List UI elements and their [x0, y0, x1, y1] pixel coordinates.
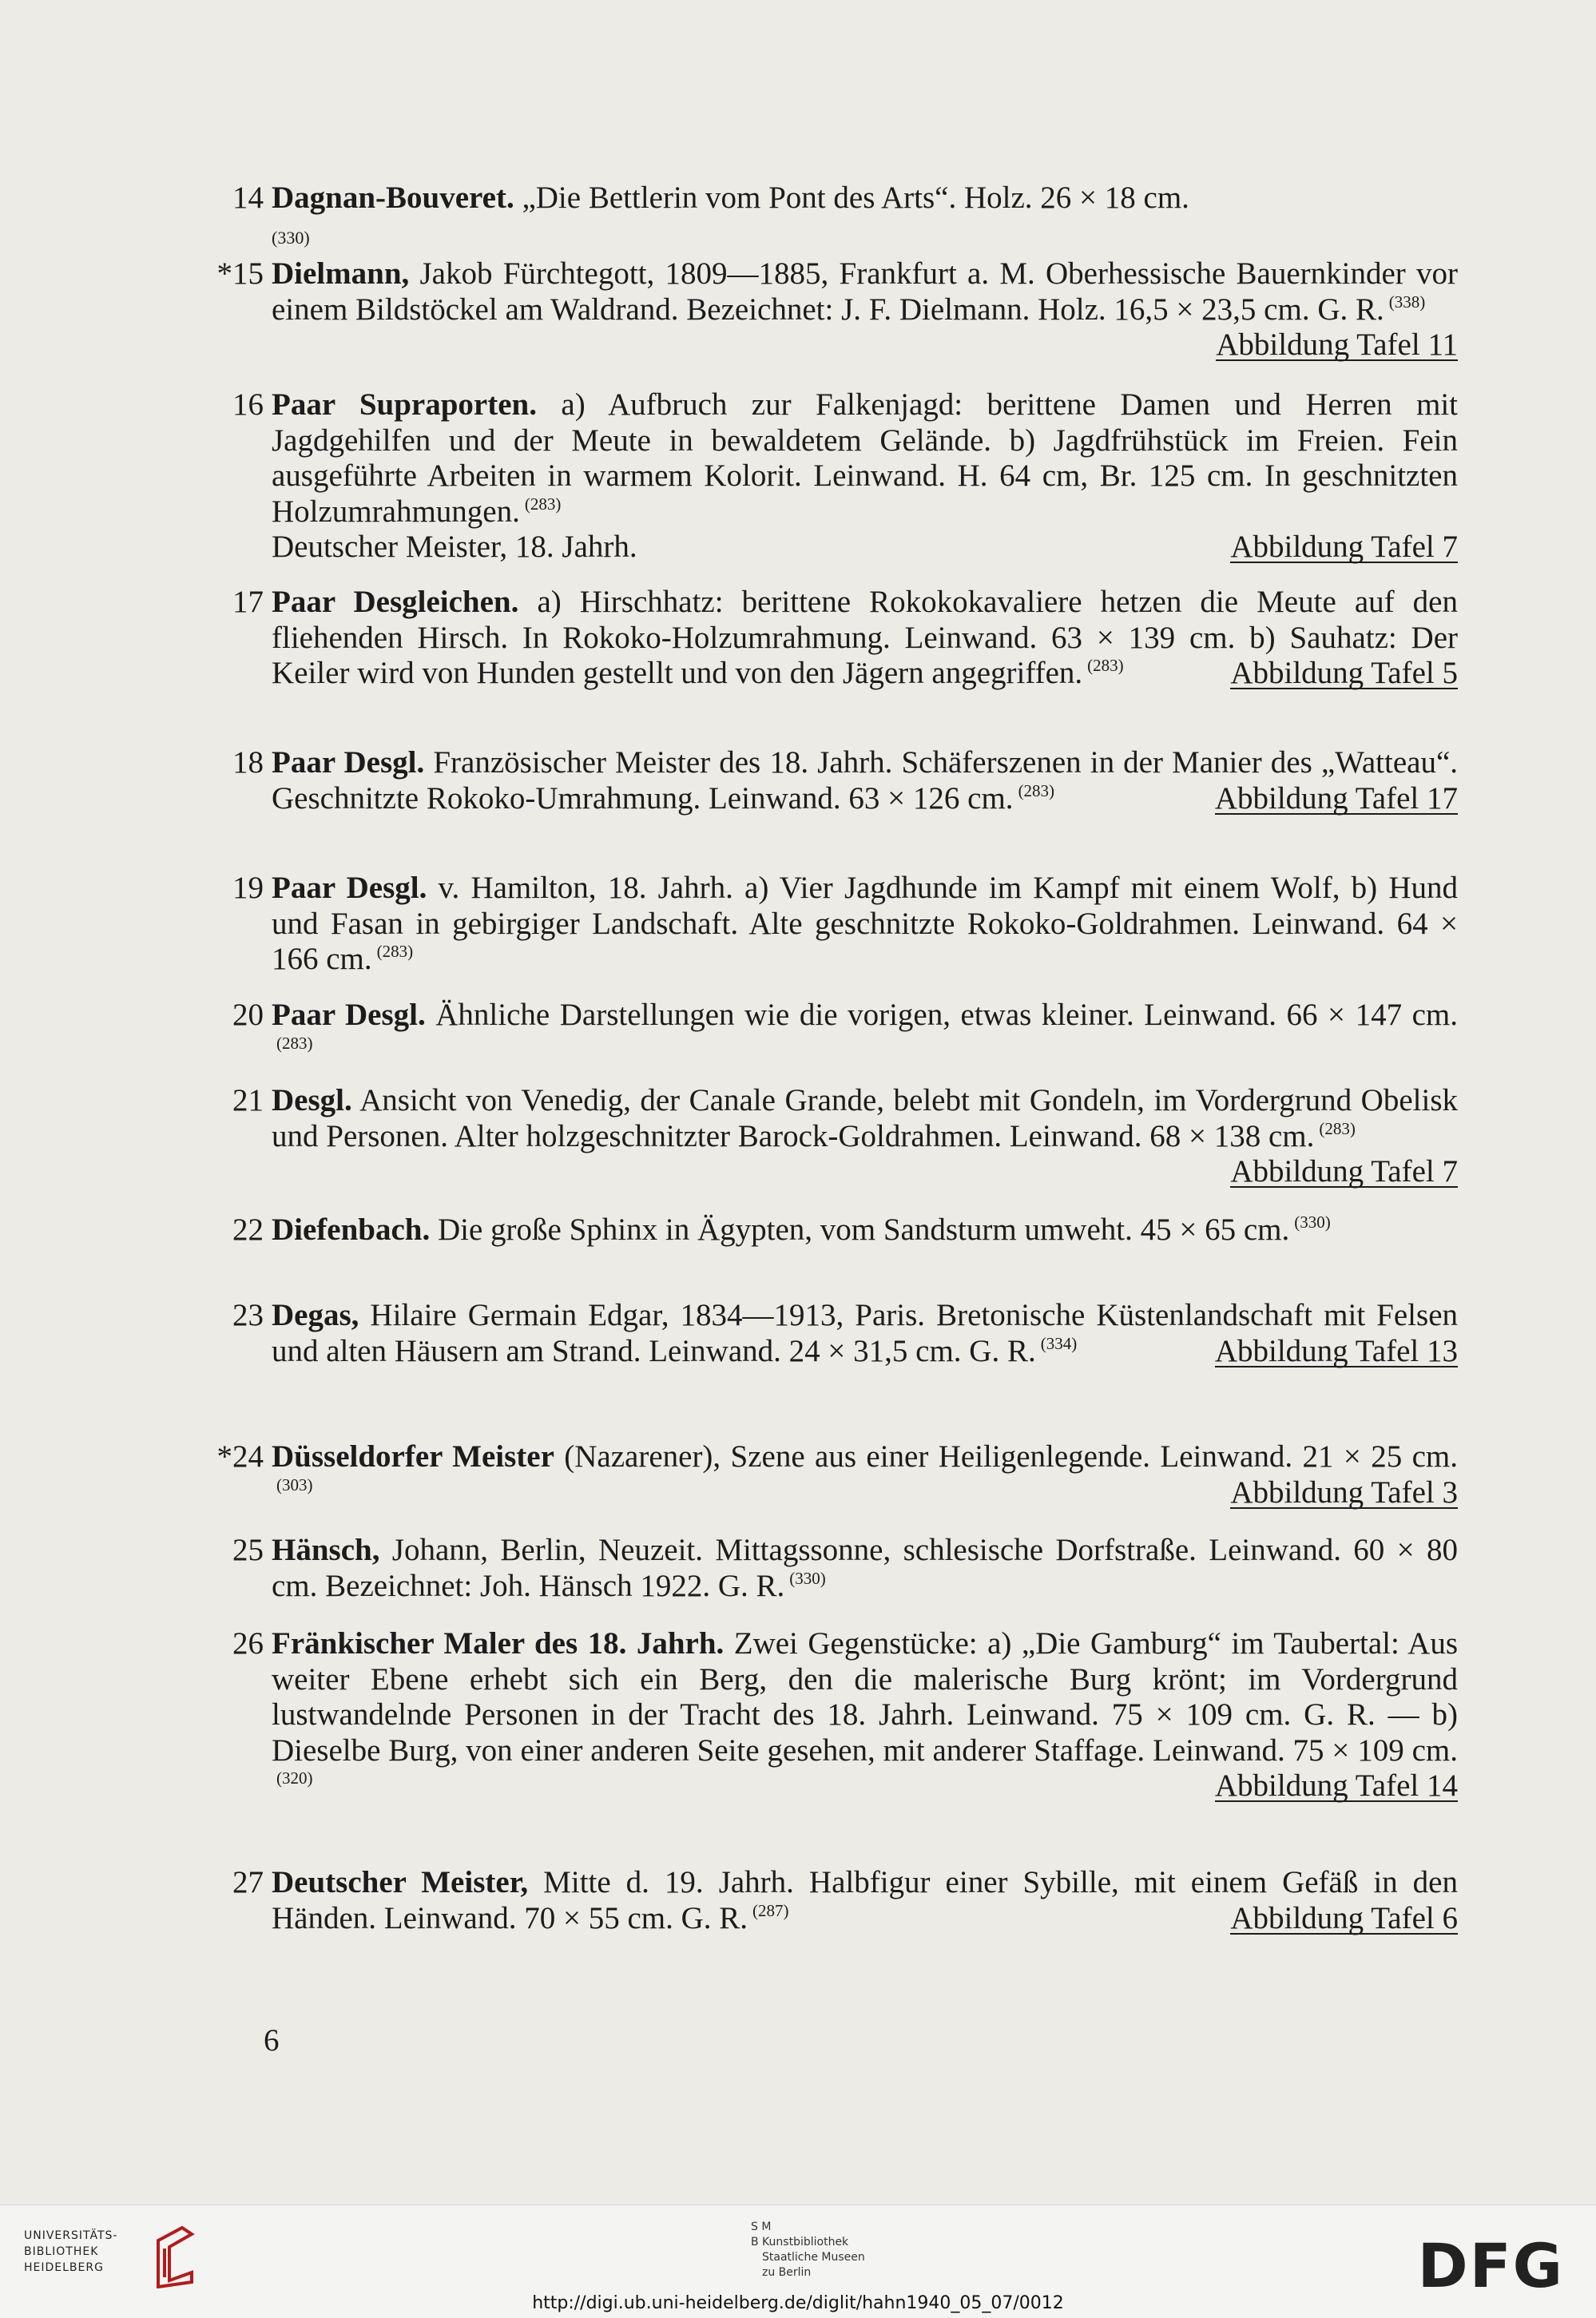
plate-reference: Abbildung Tafel 11 — [1216, 327, 1458, 362]
entry-number: 21 — [232, 1083, 264, 1117]
provenance-ref: (303) — [276, 1475, 313, 1494]
entry-title: Düsseldorfer Meister — [272, 1439, 554, 1474]
entry-title: Dielmann, — [272, 256, 410, 291]
entry-description: v. Hamilton, 18. Jahrh. a) Vier Jagdhunde im Kampf mit einem Wolf, b) Hund und Fasan in gebirgiger Landschaft. Alte geschnitzte Rokoko-Goldrahmen. Leinwand. 64 × 166 cm. — [272, 871, 1459, 976]
plate-reference: Abbildung Tafel 13 — [1214, 1333, 1458, 1368]
entry-description: Johann, Berlin, Neuzeit. Mittagssonne, schlesische Dorfstraße. Leinwand. 60 × 80 cm. Bezeichnet: Joh. Hänsch 1922. G. R. — [272, 1533, 1458, 1603]
logo-line: BIBLIOTHEK — [24, 2245, 99, 2258]
smb-line: B Kunstbibliothek — [751, 2236, 849, 2249]
entry-description: Zwei Gegenstücke: a) „Die Gamburg“ im Taubertal: Aus weiter Ebene erhebt sich ein Berg, den die malerische Burg krönt; im Vordergrund lustwandelnde Personen in der Tracht des 18. Jahrh. Leinwand. 75 × 109 cm. G. R. — b) Dieselbe Burg, von einer anderen Seite gesehen, mit anderer Staffage. Leinwand. 75 × 109 cm. — [272, 1626, 1458, 1768]
entry-number: 18 — [232, 745, 264, 780]
provenance-ref: (283) — [276, 1033, 313, 1053]
provenance-ref: (283) — [1087, 656, 1124, 675]
library-emblem-icon — [150, 2225, 198, 2288]
smb-logo[interactable] — [751, 2220, 865, 2280]
provenance-ref: (283) — [1319, 1118, 1356, 1138]
logo-line: UNIVERSITÄTS- — [24, 2229, 118, 2242]
entry-title: Paar Supraporten. — [272, 387, 537, 422]
provenance-ref: (338) — [1388, 292, 1426, 312]
entry-number: 16 — [232, 387, 264, 422]
provenance-ref: (330) — [1294, 1213, 1331, 1232]
catalog-entry — [232, 998, 1458, 1069]
entry-number: 14 — [232, 181, 264, 215]
entry-title: Diefenbach. — [272, 1213, 431, 1247]
entry-number: 25 — [232, 1533, 264, 1567]
entry-title: Degas, — [272, 1298, 359, 1332]
plate-reference: Abbildung Tafel 14 — [1214, 1768, 1458, 1803]
entry-description: Die große Sphinx in Ägypten, vom Sandsturm umweht. 45 × 65 cm. — [430, 1213, 1290, 1247]
catalog-entry — [232, 1865, 1458, 1936]
entry-number: *24 — [216, 1439, 264, 1474]
entry-title: Dagnan-Bouveret. — [272, 181, 514, 215]
entry-description: Ähnliche Darstellungen wie die vorigen, etwas kleiner. Leinwand. 66 × 147 cm. — [425, 998, 1458, 1032]
provenance-ref: (320) — [276, 1768, 313, 1788]
provenance-ref: (330) — [272, 227, 310, 248]
provenance-ref: (283) — [1018, 780, 1055, 800]
plate-reference: Abbildung Tafel 7 — [1230, 1154, 1458, 1189]
entry-title: Deutscher Meister, — [272, 1865, 529, 1899]
entry-title: Hänsch, — [272, 1533, 380, 1567]
plate-reference: Abbildung Tafel 17 — [1214, 780, 1458, 816]
entry-title: Paar Desgleichen. — [272, 585, 519, 619]
plate-reference: Abbildung Tafel 6 — [1230, 1900, 1458, 1935]
entry-number: 22 — [232, 1213, 264, 1247]
entry-number: 27 — [232, 1865, 264, 1899]
provenance-ref: (283) — [376, 942, 414, 961]
catalog-entry — [232, 1533, 1458, 1604]
entry-number: 23 — [232, 1298, 264, 1332]
catalog-entry — [216, 256, 1458, 362]
entry-description: Mitte d. 19. Jahrh. Halbfigur einer Sybille, mit einem Gefäß in den Händen. Leinwand. 70 × 55 cm. G. R. — [272, 1865, 1458, 1935]
entry-description: Ansicht von Venedig, der Canale Grande, belebt mit Gondeln, im Vordergrund Obelisk und Personen. Alter holzgeschnitzter Barock-Goldrahmen. Leinwand. 68 × 138 cm. — [272, 1083, 1458, 1153]
dfg-logo[interactable]: DFG — [1417, 2230, 1564, 2301]
catalog-entry — [232, 387, 1459, 566]
catalog-entry — [232, 1626, 1458, 1804]
entry-title: Paar Desgl. — [272, 998, 426, 1032]
entry-number: 19 — [232, 871, 264, 905]
provenance-ref: (334) — [1040, 1333, 1078, 1353]
catalog-entry — [232, 1213, 1458, 1248]
catalog-entry — [232, 871, 1459, 978]
plate-reference: Abbildung Tafel 5 — [1230, 656, 1458, 690]
entry-title: Paar Desgl. — [272, 745, 425, 780]
plate-reference: Abbildung Tafel 3 — [1230, 1475, 1458, 1510]
catalog-entry — [232, 585, 1458, 692]
smb-line: S M — [751, 2221, 772, 2233]
entry-description: (Nazarener), Szene aus einer Heiligenlegende. Leinwand. 21 × 25 cm. — [554, 1439, 1458, 1474]
catalog-entry — [216, 1439, 1458, 1510]
entry-description: a) Aufbruch zur Falkenjagd: berittene Damen und Herren mit Jagdgehilfen und der Meute in bewaldetem Gelände. b) Jagdfrühstück im Freien. Fein ausgeführte Arbeiten in warmem Kolorit. Leinwand. H. 64 cm, Br. 125 cm. In geschnitzten Holzumrahmungen. — [272, 387, 1459, 529]
provenance-ref: (283) — [524, 494, 562, 514]
provenance-ref: (330) — [789, 1568, 826, 1588]
entry-description: a) Hirschhatz: berittene Rokokokavaliere hetzen die Meute auf den fliehenden Hirsch. In Rokoko-Holzumrahmung. Leinwand. 63 × 139 cm. b) Sauhatz: Der Keiler wird von Hunden gestellt und von den Jägern angegriffen. — [272, 585, 1458, 690]
entry-description: Französischer Meister des 18. Jahrh. Schäferszenen in der Manier des „Watteau“. Geschnitzte Rokoko-Umrahmung. Leinwand. 63 × 126 cm. — [272, 745, 1459, 816]
smb-line: zu Berlin — [762, 2266, 812, 2279]
permalink-url[interactable]: http://digi.ub.uni-heidelberg.de/diglit/hahn1940_05_07/0012 — [532, 2293, 1064, 2313]
catalog-entry — [232, 745, 1459, 816]
logo-line: HEIDELBERG — [24, 2261, 104, 2274]
entry-description: Jakob Fürchtegott, 1809—1885, Frankfurt a. M. Oberhessische Bauernkinder vor einem Bildstöckel am Waldrand. Bezeichnet: J. F. Dielmann. Holz. 16,5 × 23,5 cm. G. R. — [272, 256, 1458, 327]
page-number: 6 — [264, 2023, 280, 2058]
provenance-ref: (287) — [752, 1900, 789, 1920]
entry-title: Desgl. — [272, 1083, 352, 1117]
plate-reference: Abbildung Tafel 7 — [1230, 530, 1458, 564]
entry-number: 20 — [232, 998, 264, 1032]
entry-number: *15 — [216, 256, 264, 291]
entry-number: 17 — [232, 585, 264, 619]
entry-number: 26 — [232, 1626, 264, 1661]
university-library-logo[interactable] — [24, 2221, 200, 2293]
entry-title: Paar Desgl. — [272, 871, 427, 905]
entry-description: „Die Bettlerin vom Pont des Arts“. Holz. 26 × 18 cm. — [514, 181, 1189, 215]
entry-description: Hilaire Germain Edgar, 1834—1913, Paris. Bretonische Küstenlandschaft mit Felsen und alten Häusern am Strand. Leinwand. 24 × 31,5 cm. G. R. — [272, 1298, 1458, 1368]
smb-line: Staatliche Museen — [762, 2251, 865, 2264]
catalog-entry — [232, 1083, 1458, 1189]
catalog-entry — [232, 1298, 1458, 1369]
catalog-entry — [232, 181, 1458, 252]
viewer-footer — [0, 2205, 1596, 2318]
entry-attribution: Deutscher Meister, 18. Jahrh. — [272, 530, 637, 564]
entry-title: Fränkischer Maler des 18. Jahrh. — [272, 1626, 725, 1661]
